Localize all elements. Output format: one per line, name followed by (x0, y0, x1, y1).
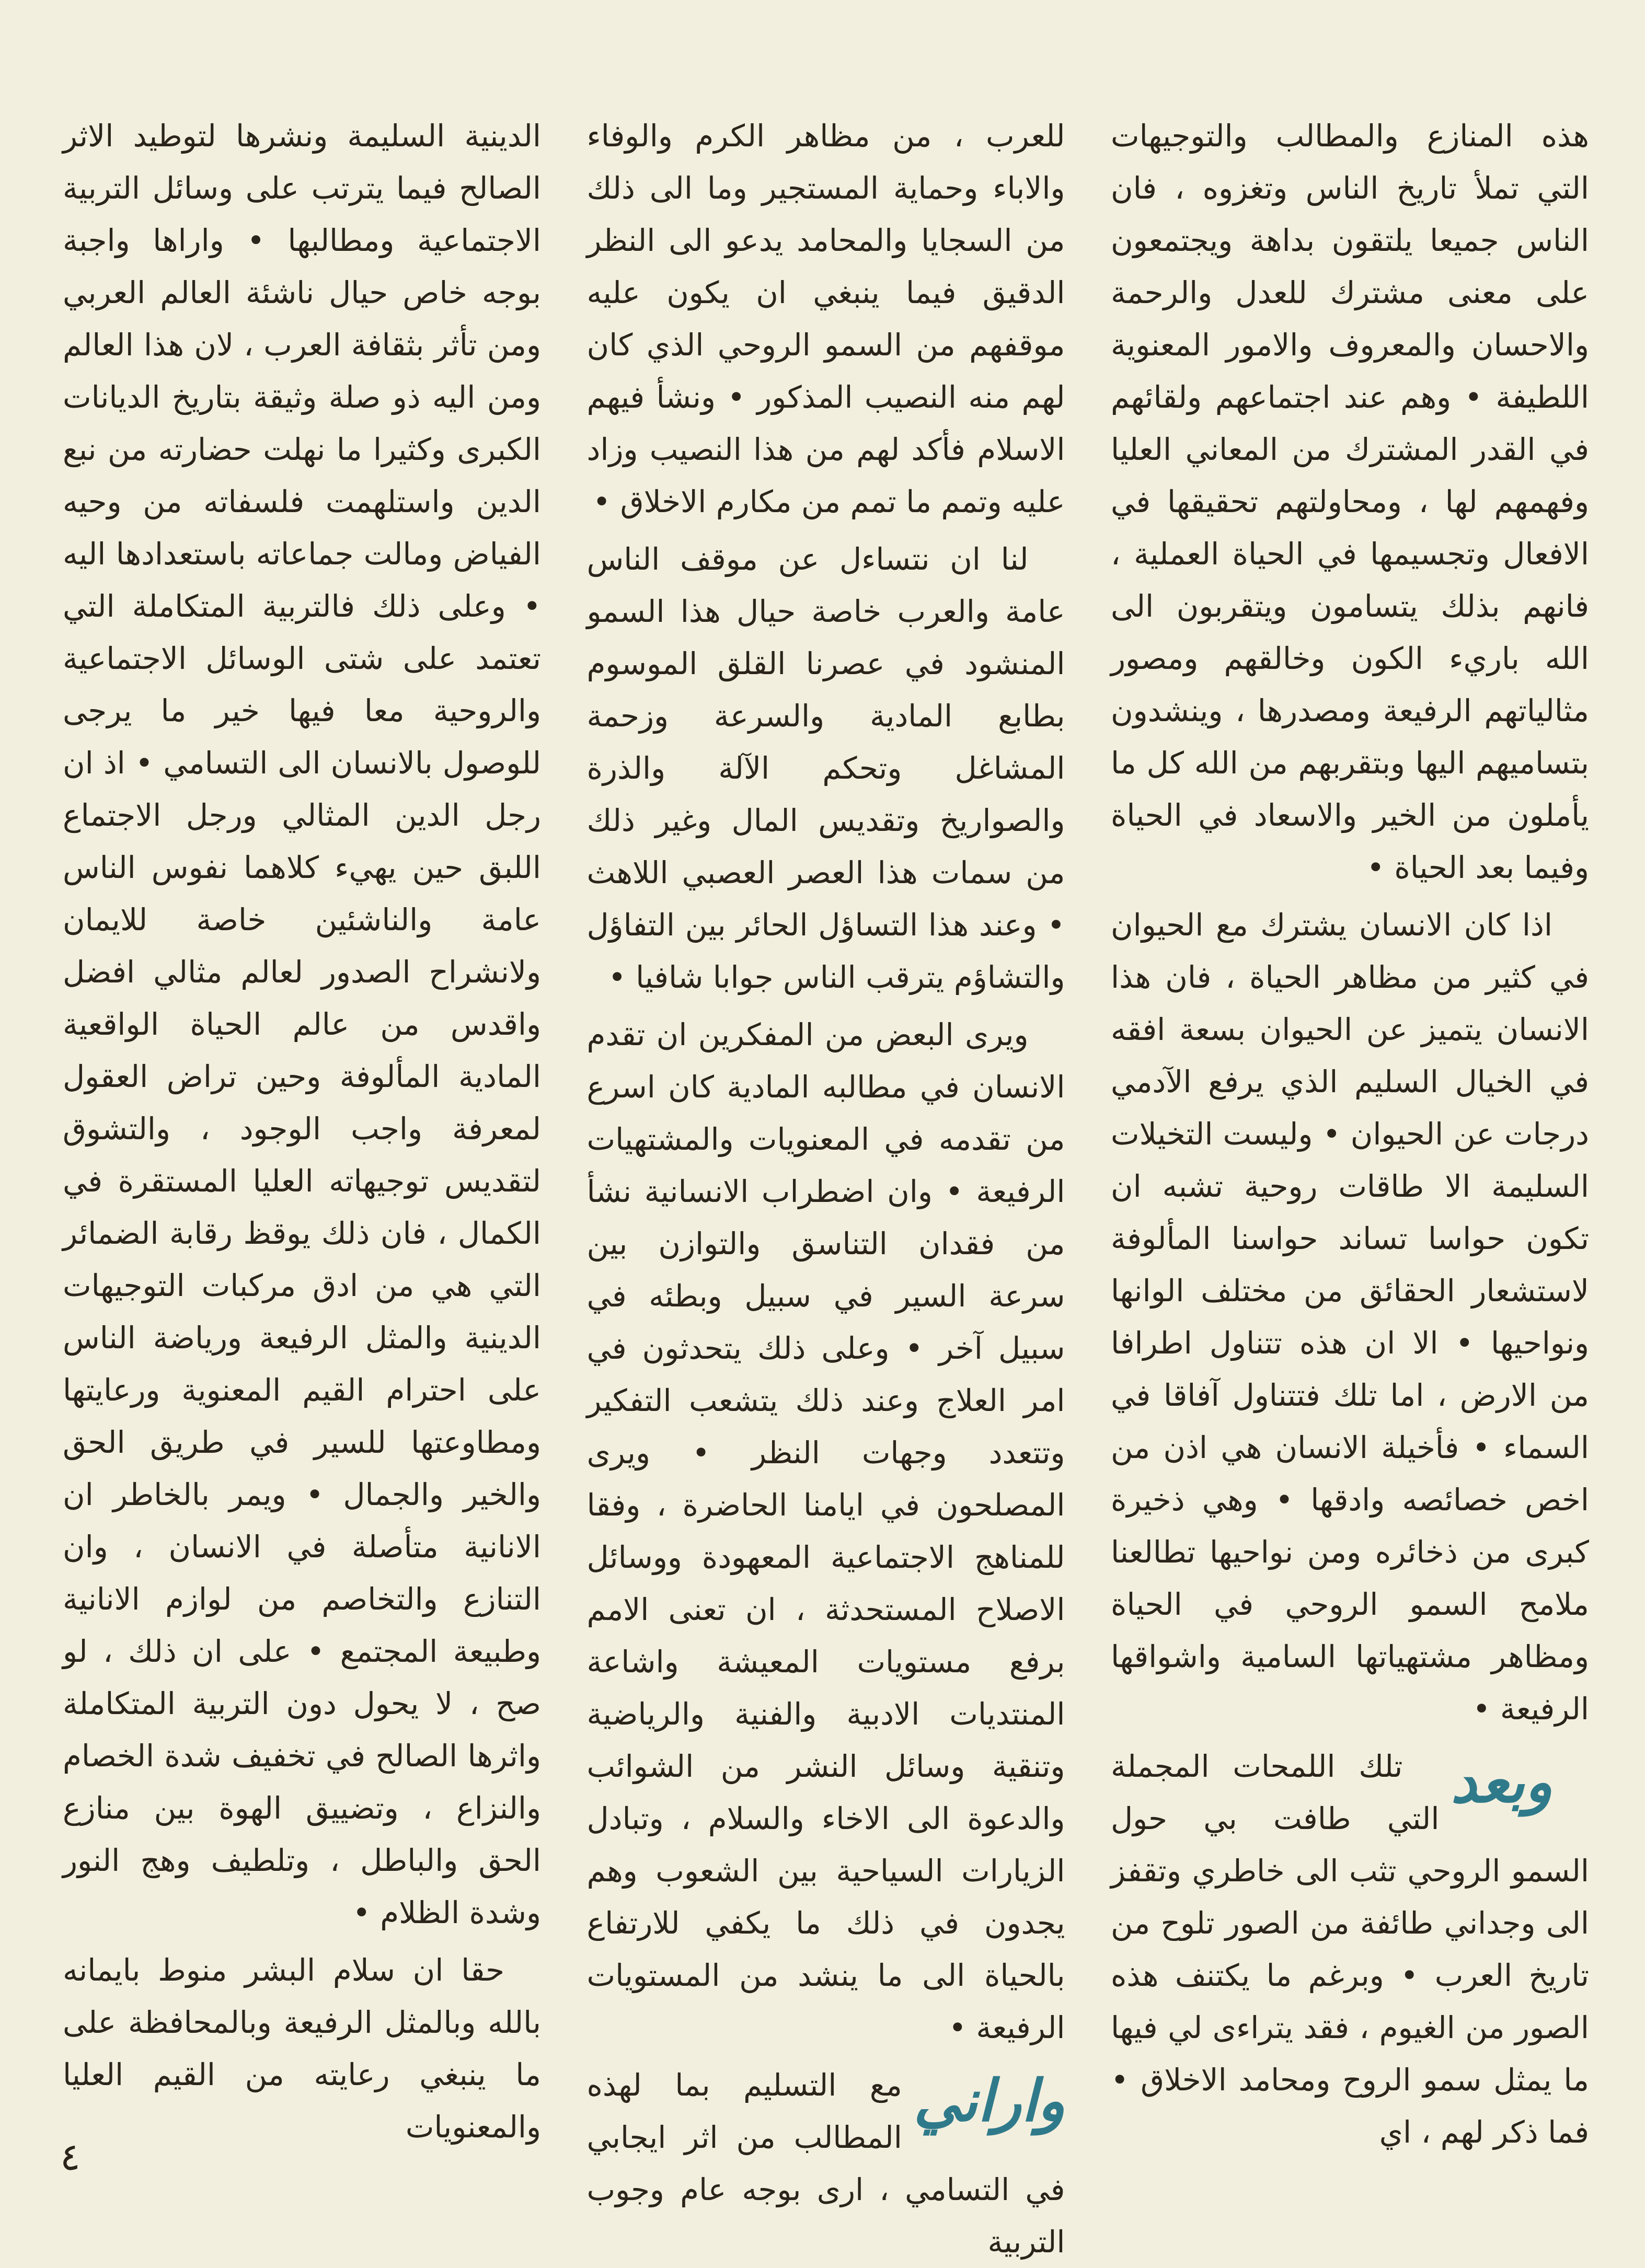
paragraph: الدينية السليمة ونشرها لتوطيد الاثر الصالح فيما يترتب على وسائل التربية الاجتماعية ومطالبها • واراها واجبة بوجه خاص حيال ناشئة العالم العربي ومن تأثر بثقافة العرب ، لان هذا العالم ومن اليه ذو صلة وثيقة بتاريخ الديانات الكبرى وكثيرا ما نهلت حضارته من نبع الدين واستلهمت فلسفاته من وحيه الفياض ومالت جماعاته باستعدادها اليه • وعلى ذلك فالتربية المتكاملة التي تعتمد على شتى الوسائل الاجتماعية والروحية معا فيها خير ما يرجى للوصول بالانسان الى التسامي • اذ ان رجل الدين المثالي ورجل الاجتماع اللبق حين يهيء كلاهما نفوس الناس عامة والناشئين خاصة للايمان ولانشراح الصدور لعالم مثالي افضل واقدس من عالم الحياة الواقعية المادية المألوفة وحين تراض العقول لمعرفة واجب الوجود ، والتشوق لتقديس توجيهاته العليا المستقرة في الكمال ، فان ذلك يوقظ رقابة الضمائر التي هي من ادق مركبات التوجيهات الدينية والمثل الرفيعة ورياضة الناس على احترام القيم المعنوية ورعايتها ومطاوعتها للسير في طريق الحق والخير والجمال • ويمر بالخاطر ان الانانية متأصلة في الانسان ، وان التنازع والتخاصم من لوازم الانانية وطبيعة المجتمع • على ان ذلك ، لو صح ، لا يحول دون التربية المتكاملة واثرها الصالح في تخفيف شدة الخصام والنزاع ، وتضييق الهوة بين منازع الحق والباطل ، وتلطيف وهج النور وشدة الظلام • (63, 118, 541, 1930)
column-middle (586, 110, 1065, 2260)
column-right (1111, 110, 1589, 2150)
paragraph: هذه المنازع والمطالب والتوجيهات التي تملأ تاريخ الناس وتغزوه ، فان الناس جميعا يلتقون بداهة ويجتمعون على معنى مشترك للعدل والرحمة والاحسان والمعروف والامور المعنوية اللطيفة • وهم عند اجتماعهم ولقائهم في القدر المشترك من المعاني العليا وفهمهم لها ، ومحاولتهم تحقيقها في الافعال وتجسيمها في الحياة العملية ، فانهم بذلك يتسامون ويتقربون الى الله باريء الكون وخالقهم ومصور مثالياتهم الرفيعة ومصدرها ، وينشدون بتساميهم اليها وبتقربهم من الله كل ما يأملون من الخير والاسعاد في الحياة وفيما بعد الحياة • (1111, 118, 1589, 885)
paragraph-with-initial (1111, 1740, 1589, 2158)
paragraph-text: تلك اللمحات المجملة التي طافت بي حول السمو الروحي تثب الى خاطري وتقفز الى وجداني طائفة من الصور تلوح من تاريخ العرب • وبرغم ما يكتنف هذه الصور من الغيوم ، فقد يتراءى لي فيها ما يمثل سمو الروح ومحامد الاخلاق • فما ذكر لهم ، اي (1111, 1749, 1589, 2150)
paragraph-text: مع التسليم بما لهذه المطالب من اثر ايجابي في التسامي ، ارى بوجه عام وجوب التربية (586, 2067, 1065, 2260)
paragraph-with-initial (587, 2059, 1065, 2268)
paragraph: للعرب ، من مظاهر الكرم والوفاء والاباء وحماية المستجير وما الى ذلك من السجايا والمحامد يدعو الى النظر الدقيق فيما ينبغي ان يكون عليه موقفهم من السمو الروحي الذي كان لهم منه النصيب المذكور • ونشأ فيهم الاسلام فأكد لهم من هذا النصيب وزاد عليه وتمم ما تمم من مكارم الاخلاق • (586, 118, 1065, 519)
paragraph: ويرى البعض من المفكرين ان تقدم الانسان في مطالبه المادية كان اسرع من تقدمه في المعنويات والمشتهيات الرفيعة • وان اضطراب الانسانية نشأ من فقدان التناسق والتوازن بين سرعة السير في سبيل وبطئه في سبيل آخر • وعلى ذلك يتحدثون في امر العلاج وعند ذلك يتشعب التفكير وتتعدد وجهات النظر • ويرى المصلحون في ايامنا الحاضرة ، وفقا للمناهج الاجتماعية المعهودة ووسائل الاصلاح المستحدثة ، ان تعنى الامم برفع مستويات المعيشة واشاعة المنتديات الادبية والفنية والرياضية وتنقية وسائل النشر من الشوائب والدعوة الى الاخاء والسلام ، وتبادل الزيارات السياحية بين الشعوب وهم يجدون في ذلك ما يكفي للارتفاع بالحياة الى ما ينشد من المستويات الرفيعة • (586, 1017, 1065, 2045)
text-columns (63, 110, 1589, 2260)
paragraph: لنا ان نتساءل عن موقف الناس عامة والعرب خاصة حيال هذا السمو المنشود في عصرنا القلق الموسوم بطابع المادية والسرعة وزحمة المشاغل وتحكم الآلة والذرة والصواريخ وتقديس المال وغير ذلك من سمات هذا العصر العصبي اللاهث • وعند هذا التساؤل الحائر بين التفاؤل والتشاؤم يترقب الناس جوابا شافيا • (586, 541, 1065, 995)
paragraph: حقا ان سلام البشر منوط بايمانه بالله وبالمثل الرفيعة وبالمحافظة على ما ينبغي رعايته من القيم العليا والمعنويات (63, 1952, 541, 2145)
paragraph: اذا كان الانسان يشترك مع الحيوان في كثير من مظاهر الحياة ، فان هذا الانسان يتميز عن الحيوان بسعة افقه في الخيال السليم الذي يرفع الآدمي درجات عن الحيوان • وليست التخيلات السليمة الا طاقات روحية تشبه ان تكون حواسا تساند حواسنا المألوفة لاستشعار الحقائق من مختلف الوانها ونواحيها • الا ان هذه تتناول اطرافا من الارض ، اما تلك فتتناول آفاقا في السماء • فأخيلة الانسان هي اذن من اخص خصائصه وادقها • وهي ذخيرة كبرى من ذخائره ومن نواحيها تطالعنا ملامح السمو الروحي في الحياة ومظاهر مشتهياتها السامية واشواقها الرفيعة • (1111, 907, 1589, 1727)
calligraphic-initial-word: واراني (913, 2067, 1065, 2134)
calligraphic-initial-word: وبعد (1451, 1748, 1552, 1815)
column-left (63, 110, 541, 2145)
page-number: ٤ (60, 2135, 80, 2179)
